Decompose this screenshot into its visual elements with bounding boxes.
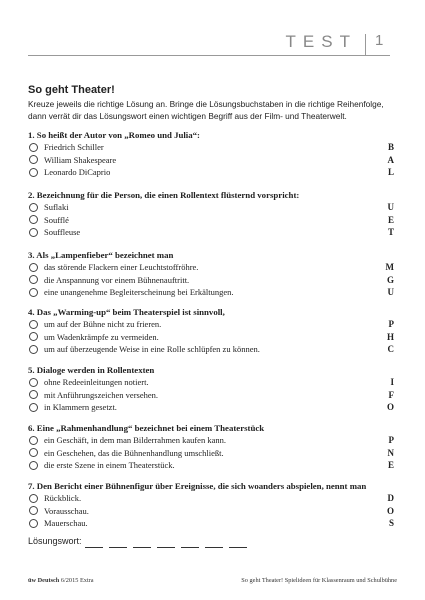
option-text: Souffleuse — [44, 227, 81, 237]
radio-circle-icon[interactable] — [29, 168, 38, 177]
answer-option[interactable] — [28, 517, 400, 530]
option-text: William Shakespeare — [44, 154, 117, 165]
solution-letter: N — [387, 447, 394, 458]
footer-right: So geht Theater! Spielideen für Klassenraum und Schulbühne — [241, 577, 397, 584]
question-6 — [28, 422, 400, 472]
radio-circle-icon[interactable] — [29, 461, 38, 470]
question-title: 3. Als „Lampenfieber“ bezeichnet man — [28, 250, 174, 260]
question-title: 4. Das „Warming-up“ beim Theaterspiel ist sinnvoll, — [28, 307, 225, 317]
answer-option[interactable] — [28, 434, 400, 447]
radio-circle-icon[interactable] — [29, 403, 38, 412]
radio-circle-icon[interactable] — [29, 275, 38, 284]
solution-letter: F — [388, 389, 394, 400]
option-text: mit Anführungszeichen versehen. — [44, 389, 159, 400]
solution-letter: I — [390, 377, 394, 387]
solution-letter: U — [387, 287, 394, 297]
footer-journal: üw Deutsch — [28, 577, 60, 584]
solution-letter: P — [388, 435, 394, 445]
answer-label: Lösungswort: — [28, 536, 82, 546]
option-text: Rückblick. — [44, 493, 82, 503]
answer-blank[interactable] — [205, 546, 223, 548]
question-4 — [28, 306, 400, 356]
solution-letter: O — [386, 505, 394, 516]
solution-letter: B — [387, 142, 394, 152]
option-text: ein Geschäft, in dem man Bilderrahmen kaufen kann. — [44, 435, 226, 445]
answer-option[interactable] — [28, 318, 400, 331]
answer-option[interactable] — [28, 201, 400, 214]
question-1 — [28, 129, 400, 179]
answer-option[interactable] — [28, 376, 400, 389]
answer-option[interactable] — [28, 141, 400, 154]
radio-circle-icon[interactable] — [29, 390, 38, 399]
radio-circle-icon[interactable] — [29, 203, 38, 212]
answer-blank[interactable] — [181, 546, 199, 548]
option-text: um auf der Bühne nicht zu frieren. — [44, 319, 162, 329]
answer-option[interactable] — [28, 459, 400, 472]
option-text: das störende Flackern einer Leuchtstoffröhre. — [44, 262, 199, 272]
option-text: Leonardo DiCaprio — [44, 167, 111, 177]
option-text: ohne Redeeinleitungen notiert. — [44, 377, 149, 387]
answer-blank[interactable] — [109, 546, 127, 548]
solution-letter: M — [385, 262, 394, 272]
answer-option[interactable] — [28, 389, 400, 402]
radio-circle-icon[interactable] — [29, 263, 38, 272]
radio-circle-icon[interactable] — [29, 155, 38, 164]
solution-letter: S — [388, 518, 394, 528]
question-2 — [28, 189, 400, 239]
test-label: TEST — [285, 32, 357, 51]
page-number: 1 — [375, 32, 384, 49]
answer-option[interactable] — [28, 401, 400, 414]
solution-letter: E — [387, 460, 394, 470]
radio-circle-icon[interactable] — [29, 320, 38, 329]
answer-option[interactable] — [28, 274, 400, 287]
radio-circle-icon[interactable] — [29, 436, 38, 445]
footer-issue: 6/2015 Extra — [60, 577, 94, 584]
radio-circle-icon[interactable] — [29, 506, 38, 515]
radio-circle-icon[interactable] — [29, 448, 38, 457]
solution-letter: U — [387, 202, 394, 212]
question-title: 5. Dialoge werden in Rollentexten — [28, 365, 155, 375]
radio-circle-icon[interactable] — [29, 345, 38, 354]
answer-option[interactable] — [28, 154, 400, 167]
option-text: die erste Szene in einem Theaterstück. — [44, 460, 175, 470]
radio-circle-icon[interactable] — [29, 288, 38, 297]
radio-circle-icon[interactable] — [29, 494, 38, 503]
answer-option[interactable] — [28, 286, 400, 299]
option-text: die Anspannung vor einem Bühnenauftritt. — [44, 274, 190, 285]
answer-blank[interactable] — [133, 546, 151, 548]
question-title: 1. So heißt der Autor von „Romeo und Julia“: — [28, 130, 200, 140]
option-text: Soufflé — [44, 214, 69, 225]
answer-blank[interactable] — [85, 546, 103, 548]
solution-letter: L — [387, 167, 394, 177]
solution-letter: G — [386, 274, 394, 285]
answer-option[interactable] — [28, 261, 400, 274]
answer-option[interactable] — [28, 343, 400, 356]
answer-option[interactable] — [28, 492, 400, 505]
header-divider — [365, 34, 366, 56]
question-3 — [28, 249, 400, 299]
instructions: Kreuze jeweils die richtige Lösung an. Bringe die Lösungsbuchstaben in die richtige Reihenfolge, dann verrät dir das Lösungswort einen wichtigen Begriff aus der Film- und Theaterwelt. — [28, 99, 384, 121]
page-title: So geht Theater! — [28, 84, 115, 96]
solution-letter: O — [386, 402, 394, 412]
radio-circle-icon[interactable] — [29, 519, 38, 528]
option-text: Friedrich Schiller — [44, 142, 104, 152]
radio-circle-icon[interactable] — [29, 215, 38, 224]
solution-letter: D — [387, 493, 394, 503]
answer-option[interactable] — [28, 214, 400, 227]
solution-letter: C — [387, 344, 394, 354]
answer-option[interactable] — [28, 331, 400, 344]
option-text: in Klammern gesetzt. — [44, 402, 117, 412]
answer-option[interactable] — [28, 166, 400, 179]
option-text: Mauerschau. — [44, 518, 88, 528]
question-5 — [28, 364, 400, 414]
option-text: um auf überzeugende Weise in eine Rolle schlüpfen zu können. — [44, 344, 260, 354]
answer-option[interactable] — [28, 447, 400, 460]
solution-letter: A — [387, 154, 394, 165]
radio-circle-icon[interactable] — [29, 228, 38, 237]
question-title: 7. Den Bericht einer Bühnenfigur über Ereignisse, die sich woanders abspielen, nennt man — [28, 481, 367, 491]
answer-blank[interactable] — [229, 546, 247, 548]
question-7 — [28, 480, 400, 530]
option-text: ein Geschehen, das die Bühnenhandlung umschließt. — [44, 447, 224, 458]
radio-circle-icon[interactable] — [29, 143, 38, 152]
solution-letter: P — [388, 319, 394, 329]
answer-blanks — [85, 546, 247, 548]
footer-left — [28, 577, 94, 584]
answer-option[interactable] — [28, 505, 400, 518]
option-text: um Wadenkrämpfe zu vermeiden. — [44, 331, 159, 342]
option-text: eine unangenehme Begleiterscheinung bei Erkältungen. — [44, 287, 234, 297]
option-text: Vorausschau. — [44, 505, 89, 516]
answer-option[interactable] — [28, 226, 400, 239]
question-title: 2. Bezeichnung für die Person, die einen Rollentext flüsternd vorspricht: — [28, 190, 300, 200]
solution-letter: H — [386, 331, 394, 342]
solution-letter: T — [387, 227, 394, 237]
header-rule — [28, 55, 390, 56]
solution-letter: E — [387, 214, 394, 225]
answer-blank[interactable] — [157, 546, 175, 548]
radio-circle-icon[interactable] — [29, 332, 38, 341]
radio-circle-icon[interactable] — [29, 378, 38, 387]
option-text: Suflaki — [44, 202, 69, 212]
question-title: 6. Eine „Rahmenhandlung“ bezeichnet bei einem Theaterstück — [28, 423, 265, 433]
